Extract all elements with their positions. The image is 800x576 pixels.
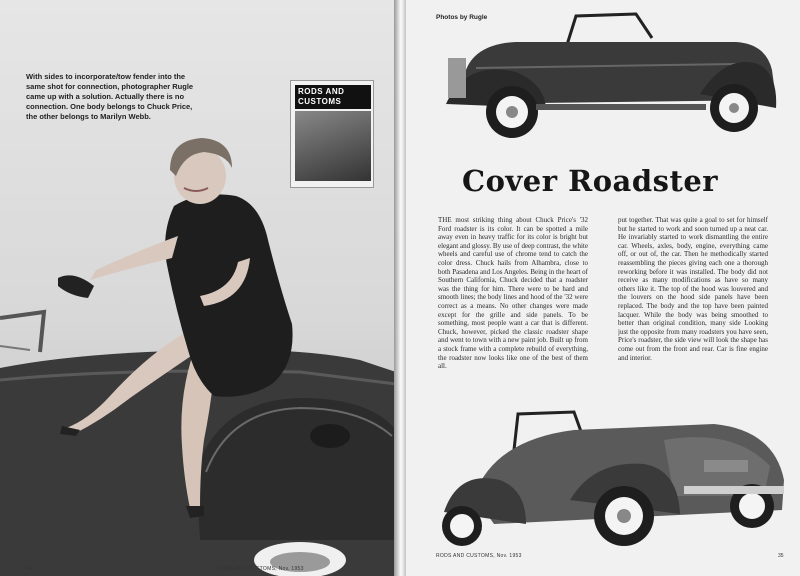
page-number-left: 34 <box>26 566 32 572</box>
roadster-rear-photo <box>434 400 794 550</box>
article-column-1: THE most striking thing about Chuck Price's '32 Ford roadster is its color. It can be spotted a mile away even in heavy traffic for its color is bright but elegant and glossy. By use of deep contrast, the white wheels and careful use of chrome tend to catch the color dress. Chuck hails from Alhambra, close to both Pasadena and Los Angeles. Being in the heart of Southern California, Chuck decided that a roadster was the thing for him. There were to be hard and smooth lines; the body lines and hood of the '32 were correct as a means. No other changes were made except for the grille and side panels. To be something, most people want a car that is different. Chuck, however, picked the classic roadster shape and went to town with a new paint job. Built up from a stock frame with a complete rebuild of everything, the roadster now looks like one of the best of them all. <box>438 216 588 371</box>
roadster-side-photo <box>436 8 786 148</box>
article-title: Cover Roadster <box>462 164 719 198</box>
photo-caption: With sides to incorporate/tow fender into the same shot for connection, photographer Rugle came up with a solution. Actually there is no connection. One body belongs to Chuck Price, the other belongs to Marilyn Webb. <box>26 72 194 121</box>
right-page <box>406 0 800 576</box>
cover-model-photo <box>0 0 396 576</box>
photo-credit: Photos by Rugle <box>436 14 488 21</box>
article-column-2: put together. That was quite a goal to set for himself but he started to work and soon turned up a neat car. He invariably started to work dismantling the entire car. Wheels, axles, body, engine, everything came off, or out of, the car. Then he methodically started reassembling the pieces giving each one a thorough reworking before it was installed. The body did not receive as many modifications as have so many others like it. The top of the hood was louvered and the louvers on the hood side panels have been replaced. The body and the top have been painted lacquer. While the body was being smoothed to better than original condition, many side Looking just the opposite from many roadsters you have seen, Price's roadster, the side view will look the shape has come out from the front and rear. Car is fine engine and interior. <box>618 216 768 362</box>
running-foot-right: RODS AND CUSTOMS, Nov. 1953 <box>436 553 522 559</box>
page-number-right: 35 <box>778 553 784 559</box>
cover-masthead: RODS AND CUSTOMS <box>295 85 371 109</box>
running-foot-left: RODS AND CUSTOMS, Nov. 1953 <box>218 566 304 572</box>
left-page <box>0 0 396 576</box>
